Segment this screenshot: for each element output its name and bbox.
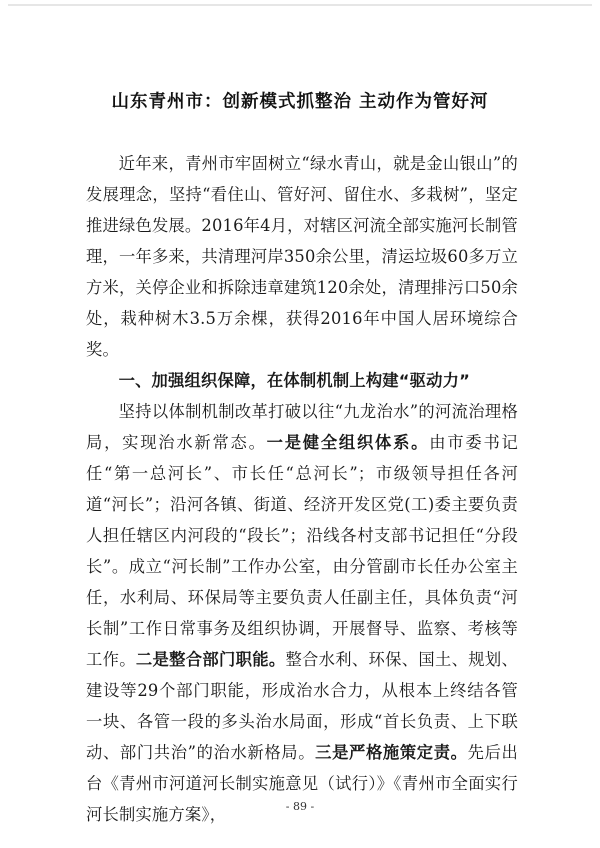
paragraph-text: 由市委书记任“第一总河长”、市长任“总河长”；市级领导担任各河道“河长”；沿河各镇、街道、经济开发区党(工)委主要负责人担任辖区内河段的“段长”；沿线各村支部书记担任“分段长”。成立“河长制”工作办公室，由分管副市长任办公室主任，水利局、环保局等主要负责人任副主任，具体负责“河长制”工作日常事务及组织协调，开展督导、监察、考核等工作。	[86, 433, 518, 669]
document-title: 山东青州市：创新模式抓整治 主动作为管好河	[111, 92, 489, 112]
scan-edge-mark	[8, 4, 592, 6]
point-one-heading: 一是健全组织体系。	[266, 433, 430, 452]
section-heading-1: 一、加强组织保障，在体制机制上构建“驱动力”	[118, 371, 471, 390]
point-two-heading: 二是整合部门职能。	[135, 650, 286, 669]
page-number: - 89 -	[285, 800, 315, 813]
paragraph-text: 坚持以体制机制改革打破以往“九龙治水”的河流治理格局，实现治水新常态。	[86, 402, 518, 452]
paragraph-text: 整合水利、环保、国土、规划、建设等29个部门职能，形成治水合力，从根本上终结各管一块、各管一段的多头治水局面，形成“首长负责、上下联动、部门共治”的治水新格局。	[86, 650, 518, 762]
paragraph-text: 先后出台《青州市河道河长制实施意见（试行）》《青州市全面实行河长制实施方案》，	[86, 743, 518, 824]
intro-paragraph: 近年来，青州市牢固树立“绿水青山，就是金山银山”的发展理念，坚持“看住山、管好河、留住水、多栽树”，坚定推进绿色发展。2016年4月，对辖区河流全部实施河长制管理，一年多来，共清理河岸350余公里，清运垃圾60多万立方米，关停企业和拆除违章建筑120余处，清理排污口50余处，栽种树木3.5万余棵，获得2016年中国人居环境综合奖。	[86, 154, 518, 359]
document-body	[86, 148, 518, 830]
section-1-paragraph	[86, 396, 518, 830]
point-three-heading: 三是严格施策定责。	[315, 743, 468, 762]
